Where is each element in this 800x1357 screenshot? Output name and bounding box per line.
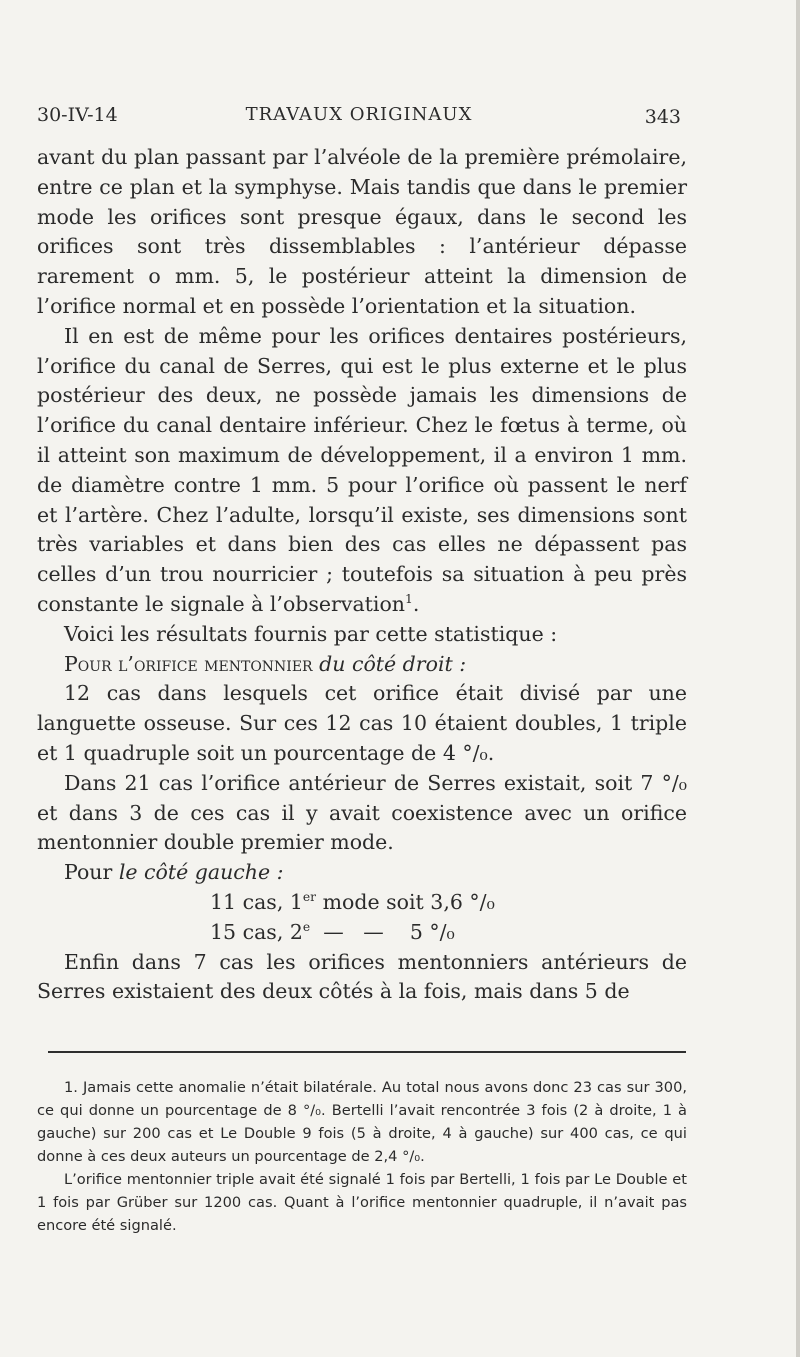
footnote-2: L’orifice mentonnier triple avait été signalé 1 fois par Bertelli, 1 fois par Le Double et 1 fois par Grüber sur 1200 cas. Quant à l’orifice mentonnier quadruple, il n’avait pas encore été signalé. xyxy=(37,1171,687,1234)
paragraph-5: 12 cas dans lesquels cet orifice était divisé par une languette osseuse. Sur ces 12 cas 10 étaient doubles, 1 triple et 1 quadruple soit un pourcentage de 4 °/₀. xyxy=(37,681,687,765)
left-side-heading: Pour xyxy=(64,860,113,885)
main-text xyxy=(37,143,687,1007)
right-side-heading: Pour l’orifice mentonnier xyxy=(64,651,313,676)
stat-line-2-b: — — 5 °/₀ xyxy=(310,919,455,944)
paragraph-7 xyxy=(37,858,687,888)
stat-line-1-a: 11 cas, 1 xyxy=(210,889,303,914)
paragraph-8: Enfin dans 7 cas les orifices mentonniers antérieurs de Serres existaient des deux côtés à la fois, mais dans 5 de xyxy=(37,949,687,1004)
paragraph-3: Voici les résultats fournis par cette statistique : xyxy=(64,621,558,646)
stat-line-1-b: mode soit 3,6 °/₀ xyxy=(316,889,495,914)
footnote-divider xyxy=(48,1051,686,1053)
paragraph-2-text: Il en est de même pour les orifices dentaires postérieurs, l’orifice du canal de Serres, qui est le plus externe et le plus postérieur des deux, ne possède jamais les dimensions de l’orifice du canal dentaire inférieur. Chez le fœtus à terme, où il atteint son maximum de développement, il a environ 1 mm. de diamètre contre 1 mm. 5 pour l’orifice où passent le nerf et l’artère. Chez l’adulte, lorsqu’il existe, ses dimensions sont très variables et dans bien des cas elles ne dépassent pas celles d’un trou nourricier ; toutefois sa situation à peu près constante le signale à l’observation xyxy=(37,323,687,616)
paragraph-2-end: . xyxy=(412,591,420,616)
paragraph-4 xyxy=(37,650,687,680)
paragraph-6: Dans 21 cas l’orifice antérieur de Serres existait, soit 7 °/₀ et dans 3 de ces cas il y avait coexistence avec un orifice mentonnier double premier mode. xyxy=(37,770,687,855)
stat-line-2-sup: e xyxy=(302,919,311,934)
running-header xyxy=(37,104,681,134)
page-edge xyxy=(796,0,800,1357)
stat-line-1 xyxy=(37,888,687,918)
stat-line-2 xyxy=(37,918,687,948)
paragraph-1: avant du plan passant par l’alvéole de la première prémolaire, entre ce plan et la symphyse. Mais tandis que dans le premier mode les orifices sont presque égaux, dans le second les orifices sont très dissemblables : l’antérieur dépasse rarement o mm. 5, le postérieur atteint la dimension de l’orifice normal et en possède l’orientation et la situation. xyxy=(37,145,687,318)
footnote-1: 1. Jamais cette anomalie n’était bilatérale. Au total nous avons donc 23 cas sur 300, ce qui donne un pourcentage de 8 °/₀. Bertelli l’avait rencontrée 3 fois (2 à droite, 1 à gauche) sur 200 cas et Le Double 9 fois (5 à droite, 4 à gauche) sur 400 cas, ce qui donne à ces deux auteurs un pourcentage de 2,4 °/₀. xyxy=(37,1079,687,1165)
stat-line-1-sup: er xyxy=(302,890,317,905)
paragraph-2 xyxy=(37,322,687,620)
page-number: 343 xyxy=(644,106,681,128)
header-date: 30-IV-14 xyxy=(37,104,118,126)
footnotes xyxy=(37,1076,687,1237)
footnote-marker: 1 xyxy=(405,592,413,607)
right-side-heading-italic: du côté droit : xyxy=(319,651,467,676)
header-section-title: TRAVAUX ORIGINAUX xyxy=(245,104,473,125)
left-side-heading-italic: le côté gauche : xyxy=(118,860,284,885)
stat-line-2-a: 15 cas, 2 xyxy=(210,919,303,944)
